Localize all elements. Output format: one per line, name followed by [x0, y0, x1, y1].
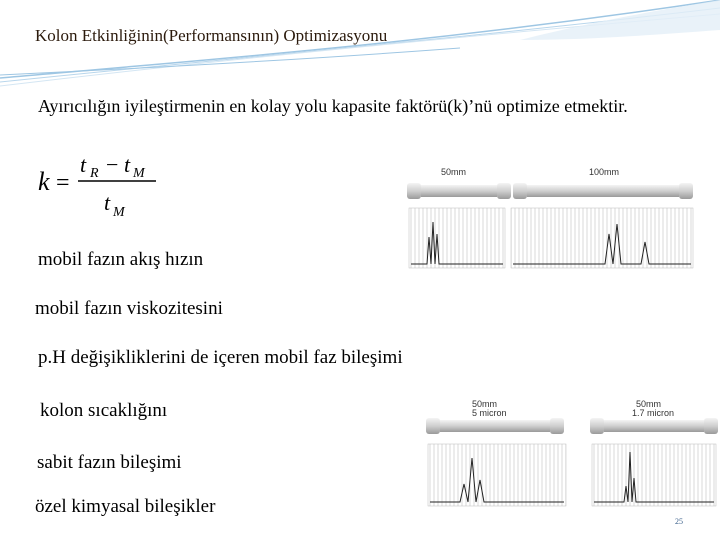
formula-denominator: t: [104, 190, 111, 215]
formula-tr: t: [80, 152, 87, 177]
formula-equals: =: [56, 170, 70, 196]
formula-tr-sub: R: [90, 166, 99, 181]
bullet-flow-rate: mobil fazın akış hızın: [38, 249, 204, 270]
bullet-ph-composition: p.H değişikliklerini de içeren mobil faz bileşimi: [38, 347, 403, 368]
column-label-100mm: 100mm: [589, 167, 620, 177]
column-fitting-icon: [407, 183, 421, 199]
chromatogram-100mm: [511, 208, 693, 268]
column-fitting-icon: [590, 418, 604, 434]
particle-size-figure: [420, 396, 720, 511]
formula-tm: t: [124, 152, 131, 177]
bullet-special-compounds: özel kimyasal bileşikler: [35, 496, 216, 517]
chromatogram-50mm: [409, 208, 505, 268]
capacity-factor-formula: [36, 150, 166, 225]
column-fitting-icon: [513, 183, 527, 199]
particle-label-1-7-micron: 1.7 micron: [632, 408, 675, 418]
column-fitting-icon: [550, 418, 564, 434]
column-label-50mm-a: 50mm: [472, 399, 498, 409]
bullet-stationary-phase: sabit fazın bileşimi: [37, 452, 182, 473]
formula-minus: −: [106, 152, 119, 177]
column-fitting-icon: [426, 418, 440, 434]
column-tube-5-micron: [440, 420, 550, 432]
column-label-50mm-b: 50mm: [636, 399, 662, 409]
bullet-viscosity: mobil fazın viskozitesini: [35, 298, 223, 319]
formula-denominator-sub: M: [113, 205, 125, 220]
column-fitting-icon: [704, 418, 718, 434]
column-length-figure: [405, 162, 705, 272]
page-number: 25: [675, 517, 683, 526]
intro-text: Ayırıcılığın iyileştirmenin en kolay yolu kapasite faktörü(k)’nü optimize etmektir.: [38, 96, 628, 116]
formula-tm-sub: M: [133, 166, 145, 181]
chromatogram-5-micron: [428, 444, 566, 506]
bullet-temperature: kolon sıcaklığını: [40, 400, 168, 421]
chromatogram-1-7-micron: [592, 444, 716, 506]
column-tube-1-7-micron: [604, 420, 704, 432]
formula-k: k: [38, 167, 50, 196]
column-tube-50mm: [421, 185, 497, 197]
column-fitting-icon: [679, 183, 693, 199]
column-tube-100mm: [527, 185, 679, 197]
particle-label-5-micron: 5 micron: [472, 408, 507, 418]
column-fitting-icon: [497, 183, 511, 199]
column-label-50mm: 50mm: [441, 167, 467, 177]
slide-title: Kolon Etkinliğinin(Performansının) Optimizasyonu: [35, 26, 388, 45]
